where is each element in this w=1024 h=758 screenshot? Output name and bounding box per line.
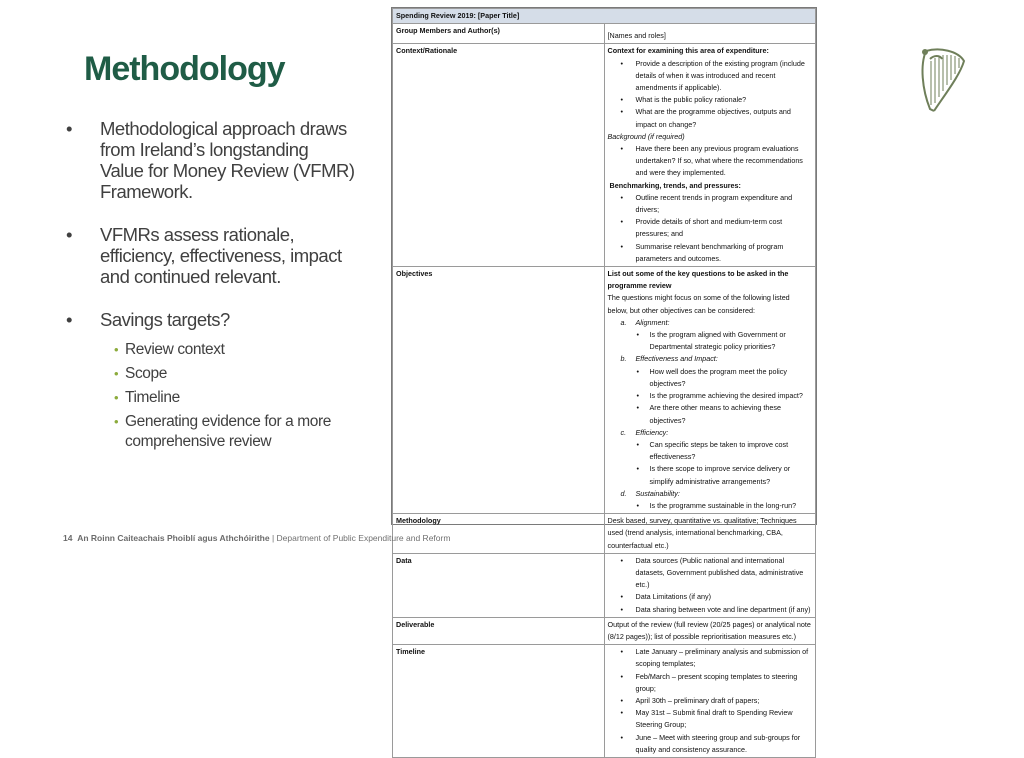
objective-letter: d. (620, 488, 627, 498)
slide-footer (63, 533, 450, 543)
harp-icon (918, 45, 970, 122)
row-context (393, 44, 816, 267)
row-objectives (393, 267, 816, 514)
list-item: • June – Meet with steering group and sub-groups for quality and consistency assurance. (608, 732, 813, 756)
benchmark-heading: Benchmarking, trends, and pressures: (609, 180, 741, 190)
list-item: • Provide details of short and medium-term cost pressures; and (608, 216, 813, 240)
sub-bullet-item (100, 388, 356, 408)
objective-letter: b. (620, 354, 627, 364)
list-item: • Summarise relevant benchmarking of program parameters and outcomes. (608, 241, 813, 265)
list-item: • What are the programme objectives, outputs and impact on change? (608, 106, 813, 130)
list-item: • Are there other means to achieving these objectives? (608, 402, 813, 426)
list-item: • Can specific steps be taken to improve cost effectiveness? (608, 439, 813, 463)
bullet-marker: • (66, 118, 72, 139)
list-item: • Provide a description of the existing program (include details of when it was introduced and recent amendments if applicable). (608, 58, 813, 95)
sub-bullet-text: Scope (125, 365, 167, 382)
objective-heading (608, 488, 813, 500)
row-group-members (393, 24, 816, 44)
bullet-item (66, 309, 356, 330)
footer-irish-name: An Roinn Caiteachais Phoiblí agus Athchóirithe (77, 533, 270, 543)
row-value (604, 553, 816, 617)
sub-bullet-marker: • (114, 366, 119, 381)
bullet-marker: • (66, 309, 72, 330)
group-members-value: [Names and roles] (607, 31, 666, 41)
bullet-text: VFMRs assess rationale, efficiency, effectiveness, impact and continued relevant. (100, 224, 342, 287)
template-table (392, 8, 816, 758)
objective-title: Efficiency: (635, 427, 669, 437)
list-item: • Have there been any previous program evaluations undertaken? If so, what where the recommendations and were they implemented. (608, 143, 813, 180)
sub-bullet-text: Timeline (125, 389, 180, 406)
objective-title: Sustainability: (635, 488, 680, 498)
list-item: • Outline recent trends in program expenditure and drivers; (608, 192, 813, 216)
list-item: • Feb/March – present scoping templates to steering group; (608, 671, 813, 695)
sub-bullet-list (100, 340, 356, 452)
row-value: Output of the review (full review (20/25 pages) or analytical note (8/12 pages)); list of possible reprioritisation measures etc.) (604, 617, 816, 644)
sub-bullet-item (100, 412, 356, 452)
objective-heading (608, 317, 813, 329)
objectives-intro: The questions might focus on some of the following listed below, but other objectives can be considered: (607, 293, 790, 315)
footer-separator: | (271, 533, 275, 543)
row-label: Timeline (393, 645, 605, 758)
list-item: • April 30th – preliminary draft of papers; (608, 695, 813, 707)
list-item: • Is the programme achieving the desired impact? (608, 390, 813, 402)
row-label: Methodology (393, 514, 605, 554)
row-label: Group Members and Author(s) (393, 24, 605, 44)
row-label: Context/Rationale (393, 44, 605, 267)
objectives-heading: List out some of the key questions to be asked in the programme review (607, 269, 789, 291)
sub-bullet-text: Generating evidence for a more comprehensive review (125, 413, 331, 450)
sub-bullet-marker: • (114, 414, 119, 429)
list-item: • Data Limitations (if any) (608, 591, 813, 603)
context-heading: Context for examining this area of expenditure: (607, 46, 769, 56)
bullet-text: Methodological approach draws from Ireland’s longstanding Value for Money Review (VFMR) Framework. (100, 118, 355, 202)
list-item: • Is the program aligned with Government or Departmental strategic policy priorities? (608, 329, 813, 353)
background-heading: Background (if required) (607, 131, 685, 141)
list-item: • May 31st – Submit final draft to Spending Review Steering Group; (608, 707, 813, 731)
row-methodology (393, 514, 816, 554)
list-item: • Data sources (Public national and international datasets, Government published data, administrative etc.) (608, 555, 813, 592)
list-item: • Is there scope to improve service delivery or simplify administrative arrangements? (608, 463, 813, 487)
row-value (604, 267, 816, 514)
list-item: • Data sharing between vote and line department (if any) (608, 604, 813, 616)
list-item: • What is the public policy rationale? (608, 94, 813, 106)
objective-heading (608, 427, 813, 439)
row-value (604, 44, 816, 267)
row-timeline (393, 645, 816, 758)
slide-title: Methodology (84, 50, 285, 88)
bullet-item (66, 118, 356, 202)
row-deliverable (393, 617, 816, 644)
list-item: • Is the programme sustainable in the long-run? (608, 500, 813, 512)
row-value (604, 645, 816, 758)
list-item: • Late January – preliminary analysis and submission of scoping templates; (608, 646, 813, 670)
objective-heading (608, 353, 813, 365)
footer-english-name: Department of Public Expenditure and Reform (276, 533, 451, 543)
objective-title: Alignment: (635, 317, 670, 327)
sub-bullet-text: Review context (125, 341, 225, 358)
sub-bullet-marker: • (114, 342, 119, 357)
bullet-marker: • (66, 224, 72, 245)
row-value: Desk based, survey, quantitative vs. qualitative; Techniques used (trend analysis, international benchmarking, CBA, counterfactual etc.) (604, 514, 816, 554)
sub-bullet-item (100, 364, 356, 384)
list-item: • How well does the program meet the policy objectives? (608, 366, 813, 390)
objective-letter: a. (620, 317, 627, 327)
row-label: Deliverable (393, 617, 605, 644)
sub-bullet-marker: • (114, 390, 119, 405)
sub-bullet-item (100, 340, 356, 360)
row-value (604, 24, 816, 44)
bullet-text: Savings targets? (100, 309, 230, 330)
row-data (393, 553, 816, 617)
template-header-row (393, 9, 816, 24)
objective-letter: c. (620, 427, 627, 437)
bullet-item (66, 224, 356, 287)
spending-review-template (391, 7, 817, 754)
row-label: Objectives (393, 267, 605, 514)
objective-title: Effectiveness and Impact: (635, 354, 718, 364)
template-title: Spending Review 2019: [Paper Title] (393, 9, 816, 24)
bullet-list (66, 118, 356, 456)
row-label: Data (393, 553, 605, 617)
page-number: 14 (63, 533, 73, 543)
